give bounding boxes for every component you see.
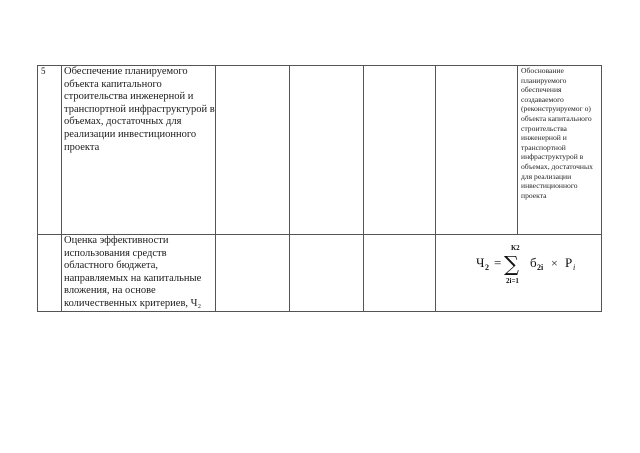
- formula-sum-upper: К2: [511, 244, 520, 252]
- sigma-symbol: ∑: [504, 252, 519, 276]
- row-number: [38, 235, 62, 312]
- formula: [474, 242, 602, 288]
- empty-cell: [216, 66, 290, 235]
- formula-lhs-sub: 2: [485, 263, 489, 272]
- row-number: 5: [38, 66, 62, 235]
- formula-times: ×: [551, 256, 558, 270]
- criterion-text: Обеспечение планируемого объекта капитального строительства инженерной и транспортной инфраструктурой в объемах, достаточных для реализации инвестиционного проекта: [62, 66, 216, 235]
- formula-sum-lower: 2i=1: [506, 277, 519, 285]
- empty-cell: [436, 66, 518, 235]
- empty-cell: [290, 235, 364, 312]
- formula-term2: Р: [565, 255, 573, 270]
- formula-cell: [436, 235, 602, 312]
- empty-cell: [216, 235, 290, 312]
- empty-cell: [290, 66, 364, 235]
- justification-text: Обоснование планируемого обеспечения создаваемого (реконструируемог о) объекта капитального строительства инженерной и транспортной инфраструктурой в объемах, достаточных для реализации инвестиционного проекта: [518, 66, 602, 235]
- formula-term1: б: [530, 255, 537, 270]
- criteria-table: [37, 65, 602, 312]
- empty-cell: [364, 66, 436, 235]
- table-row: [38, 235, 602, 312]
- formula-lhs: Ч: [476, 255, 485, 270]
- empty-cell: [364, 235, 436, 312]
- formula-term2-sub: i: [573, 263, 576, 272]
- formula-term1-sub: 2i: [537, 263, 544, 272]
- formula-equals: =: [494, 255, 502, 270]
- table-row: [38, 66, 602, 235]
- criterion-text: Оценка эффективности использования средств областного бюджета, направляемых на капитальные вложения, на основе количественных критериев, Ч₂: [62, 235, 216, 312]
